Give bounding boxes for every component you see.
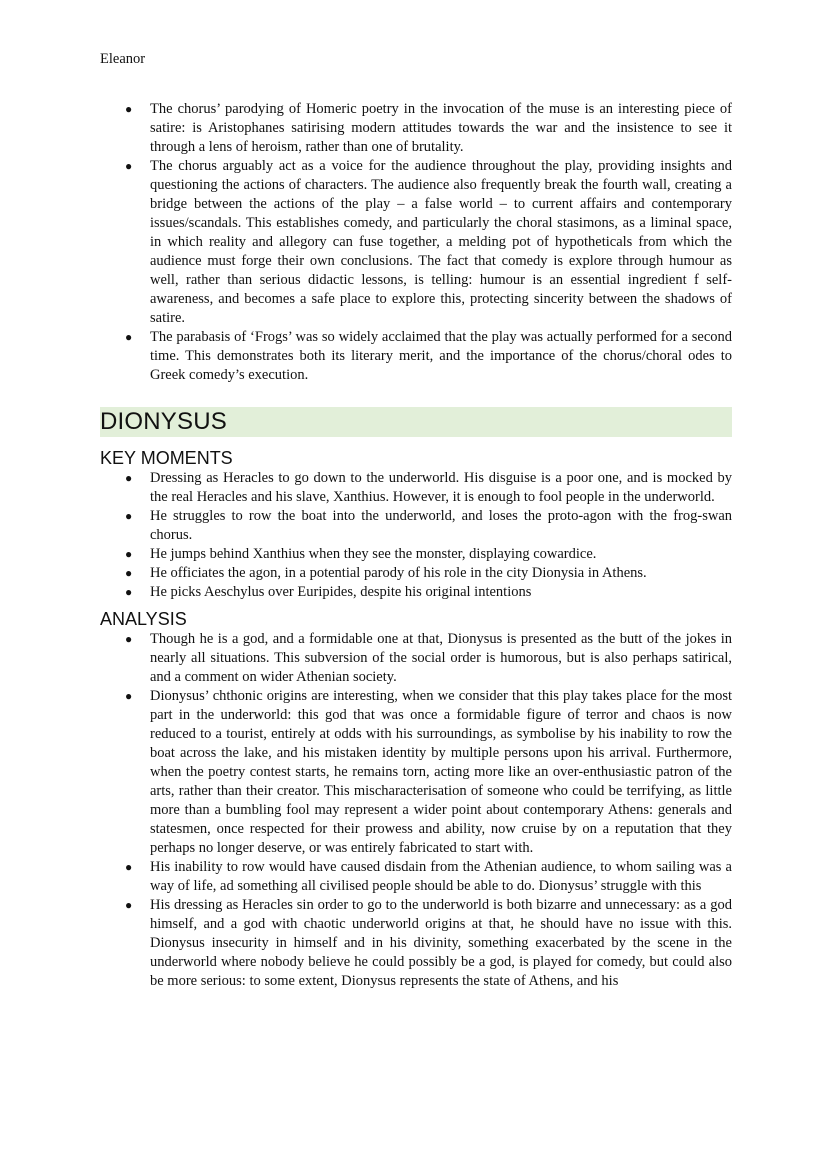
list-item xyxy=(100,545,732,564)
list-item xyxy=(100,507,732,545)
analysis-heading: ANALYSIS xyxy=(100,609,187,629)
list-item xyxy=(100,583,732,602)
chorus-points-list xyxy=(100,100,732,385)
list-item xyxy=(100,687,732,858)
list-item xyxy=(100,896,732,991)
bullet-icon: ● xyxy=(125,632,133,646)
list-item-text: He picks Aeschylus over Euripides, despite his original intentions xyxy=(150,584,532,600)
key-moments-list xyxy=(100,469,732,602)
list-item-text: He jumps behind Xanthius when they see the monster, displaying cowardice. xyxy=(150,546,597,562)
list-item-text: He struggles to row the boat into the underworld, and loses the proto-agon with the frog-swan chorus. xyxy=(150,508,732,543)
list-item-text: Though he is a god, and a formidable one at that, Dionysus is presented as the butt of the jokes in nearly all situations. This subversion of the social order is humorous, but is also perhaps satirical, and a comment on wider Athenian society. xyxy=(150,631,732,685)
list-item-text: Dionysus’ chthonic origins are interesting, when we consider that this play takes place for the most part in the underworld: this god that was once a formidable figure of terror and chaos is now reduced to a tourist, entirely at odds with his surroundings, as symbolise by his inability to row the boat across the lake, and his mistaken identity by multiple persons upon his arrival. Furthermore, when the poetry contest starts, he remains torn, acting more like an over-enthusiastic patron of the arts, rather than their creator. This mischaracterisation of someone who could be terrifying, as little more than a bumbling fool may represent a wider point about contemporary Athens: generals and statesmen, once respected for their prowess and ability, now cruise by on a reputation that they perhaps no longer deserve, or was entirely fabricated to start with. xyxy=(150,688,732,856)
list-item xyxy=(100,469,732,507)
list-item xyxy=(100,157,732,328)
document-body xyxy=(100,100,732,991)
list-item-text: He officiates the agon, in a potential parody of his role in the city Dionysia in Athens. xyxy=(150,565,647,581)
bullet-icon: ● xyxy=(125,898,133,912)
list-item xyxy=(100,858,732,896)
analysis-list xyxy=(100,630,732,991)
bullet-icon: ● xyxy=(125,159,133,173)
bullet-icon: ● xyxy=(125,547,133,561)
key-moments-heading: KEY MOMENTS xyxy=(100,448,233,468)
list-item-text: The parabasis of ‘Frogs’ was so widely acclaimed that the play was actually performed for a second time. This demonstrates both its literary merit, and the importance of the chorus/choral odes to Greek comedy’s execution. xyxy=(150,329,732,383)
list-item-text: The chorus arguably act as a voice for the audience throughout the play, providing insights and questioning the actions of characters. The audience also frequently break the fourth wall, creating a bridge between the actions of the play – a false world – to current affairs and contemporary issues/scandals. This establishes comedy, and particularly the choral stasimons, as a liminal space, in which reality and allegory can fuse together, a melding pot of hypotheticals from which the audience must forge their own conclusions. The fact that comedy is explore through humour as well, rather than serious didactic lessons, is telling: humour is an essential ingredient f self-awareness, and becomes a safe place to explore this, protecting sincerity between the shadows of satire. xyxy=(150,158,732,326)
list-item-text: His inability to row would have caused disdain from the Athenian audience, to whom sailing was a way of life, ad something all civilised people should be able to do. Dionysus’ struggle with this xyxy=(150,859,732,894)
author-name: Eleanor xyxy=(100,51,146,67)
section-title-dionysus: DIONYSUS xyxy=(100,407,732,437)
list-item-text: The chorus’ parodying of Homeric poetry in the invocation of the muse is an interesting piece of satire: is Aristophanes satirising modern attitudes towards the war and the insistence to see it through a lens of heroism, rather than one of brutality. xyxy=(150,101,732,155)
bullet-icon: ● xyxy=(125,585,133,599)
bullet-icon: ● xyxy=(125,102,133,116)
list-item xyxy=(100,630,732,687)
bullet-icon: ● xyxy=(125,471,133,485)
bullet-icon: ● xyxy=(125,860,133,874)
list-item xyxy=(100,328,732,385)
list-item xyxy=(100,100,732,157)
bullet-icon: ● xyxy=(125,566,133,580)
bullet-icon: ● xyxy=(125,330,133,344)
list-item-text: His dressing as Heracles sin order to go to the underworld is both bizarre and unnecessary: as a god himself, and a god with chaotic underworld origins at that, he should have no issue with this. Dionysus insecurity in himself and in his divinity, something exacerbated by the scene in the underworld where nobody believe he could possibly be a god, is played for comedy, but could also be more serious: to some extent, Dionysus represents the state of Athens, and his xyxy=(150,897,732,989)
bullet-icon: ● xyxy=(125,689,133,703)
bullet-icon: ● xyxy=(125,509,133,523)
list-item xyxy=(100,564,732,583)
list-item-text: Dressing as Heracles to go down to the underworld. His disguise is a poor one, and is mocked by the real Heracles and his slave, Xanthius. However, it is enough to fool people in the underworld. xyxy=(150,470,732,505)
